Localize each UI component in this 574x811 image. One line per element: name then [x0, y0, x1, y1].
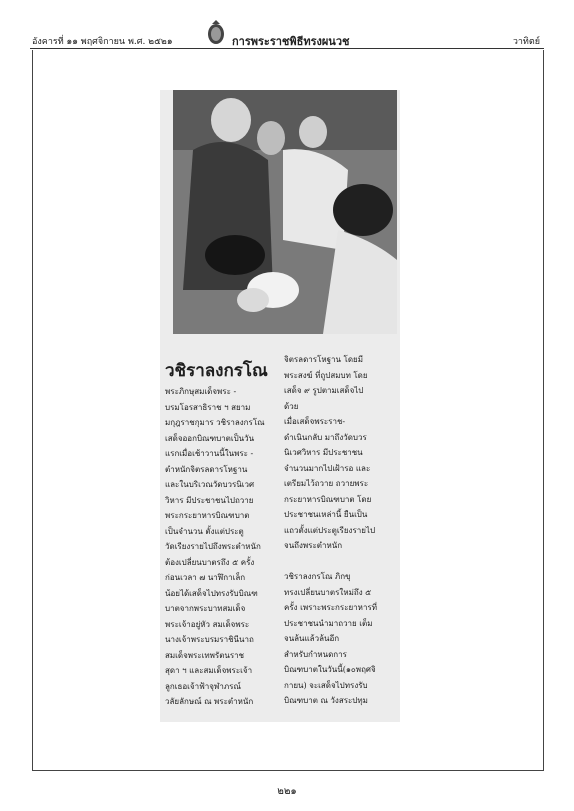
article-line: และในบริเวณวัดบวรนิเวศ	[165, 480, 255, 489]
header-title: การพระราชพิธีทรงผนวช	[232, 35, 350, 48]
article-line: ประชาชนนำมาถวาย เต็ม	[284, 618, 373, 628]
article-line: นิเวศวิหาร มีประชาชน	[284, 448, 363, 457]
article-line: ครั้ง เพราะพระกระยาหารที่	[284, 603, 378, 612]
article-line: กายน) จะเสด็จไปทรงรับ	[284, 680, 368, 690]
article-line: เตรียมไว้ถวาย ถวายพระ	[284, 479, 369, 488]
article-line: ตำหนักจิตรลดารโหฐาน	[165, 464, 248, 474]
article-line: จิตรลดารโหฐาน โดยมี	[284, 355, 364, 364]
article-line: วลัยลักษณ์ ณ พระตำหนัก	[165, 697, 254, 706]
article-line: ประชาชนเหล่านี้ ยืนเป็น	[284, 510, 368, 519]
article-line: ต้องเปลี่ยนบาตรถึง ๕ ครั้ง	[165, 557, 255, 567]
article-line: พระภิกษุสมเด็จพระ -	[165, 387, 237, 396]
article-line: เป็นจำนวน ตั้งแต่ประตู	[165, 526, 244, 536]
article-line: พระกระยาหารบิณฑบาต	[165, 511, 250, 520]
article-line: ทรงเปลี่ยนบาตรใหม่ถึง ๕	[284, 587, 372, 597]
article-line: สุดา ฯ และสมเด็จพระเจ้า	[165, 666, 253, 675]
article-line: น้อยได้เสด็จไปทรงรับบิณฑ	[165, 588, 258, 598]
article-line: วัดเรียงรายไปถึงพระตำหนัก	[165, 542, 261, 551]
article-line: จนล้นแล้วล้นอีก	[284, 634, 340, 643]
article-line: จนถึงพระตำหนัก	[284, 541, 343, 550]
article-line: สำหรับกำหนดการ	[284, 649, 347, 659]
article-line: ลูกเธอเจ้าฟ้าจุฬาภรณ์	[165, 681, 241, 691]
article-line: ก่อนเวลา ๗ นาฬิกาเล็ก	[165, 573, 246, 582]
article-right-column	[284, 352, 396, 709]
news-photo	[173, 90, 397, 334]
photo-image	[173, 90, 397, 334]
header-date: อังคารที่ ๑๑ พฤศจิกายน พ.ศ. ๒๕๒๑	[32, 37, 173, 47]
header-page-ref: วาทิตย์	[512, 37, 540, 47]
article-line: กระยาหารบิณฑบาต โดย	[284, 494, 372, 504]
article-line: สมเด็จพระเทพรัตนราช	[165, 650, 245, 660]
article-line: บรมโอรสาธิราช ฯ สยาม	[165, 402, 251, 412]
article-line: แถวตั้งแต่ประตูเรียงรายไป	[284, 525, 376, 535]
article-line: เสด็จ ๙ รูปตามเสด็จไป	[284, 386, 364, 395]
page-number: ๒๒๑	[277, 786, 297, 797]
article-left-column	[165, 360, 275, 710]
article-line: บาตจากพระบาทสมเด็จ	[165, 604, 246, 613]
article-line: เมื่อเสด็จพระราช-	[284, 417, 346, 426]
article-headline: วชิราลงกรโณ	[165, 361, 268, 381]
article-line: มกุฎราชกุมาร วชิราลงกรโณ	[165, 418, 265, 427]
article-line: ดำเนินกลับ มาถึงวัดบวร	[284, 432, 367, 442]
article-line: พระสงฆ์ ที่ถูปสมบท โดย	[284, 370, 368, 380]
royal-emblem-icon	[206, 20, 226, 46]
article-line: เสด็จออกบิณฑบาตเป็นวัน	[165, 433, 255, 443]
article-line: แรกเมื่อเช้าวานนี้ในพระ -	[165, 449, 254, 458]
article-line: วิหาร มีประชาชนไปถวาย	[165, 495, 254, 505]
article-line: บิณฑบาตในวันนี้(๑๐พฤศจิ	[284, 665, 376, 674]
article-line: บิณฑบาต ณ วังสระปทุม	[284, 696, 368, 705]
article-line: ด้วย	[284, 401, 299, 411]
article-line: พระเจ้าอยู่หัว สมเด็จพระ	[165, 619, 250, 629]
article-line: วชิราลงกรโณ ภิกขุ	[284, 572, 351, 581]
article-line: นางเจ้าพระบรมราชินีนาถ	[165, 635, 254, 644]
article-line	[284, 554, 396, 570]
article-line: จำนวนมากไปเฝ้ารอ และ	[284, 463, 371, 473]
